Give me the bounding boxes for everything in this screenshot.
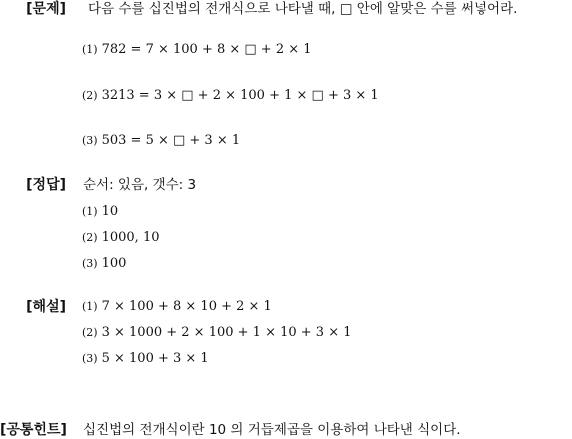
answer-item-1 (82, 203, 118, 221)
hint-text: 십진법의 전개식이란 10 의 거듭제곱을 이용하여 나타낸 식이다. (83, 422, 461, 438)
problem-instruction: 다음 수를 십진법의 전개식으로 나타낼 때, □ 안에 알맞은 수를 써넣어라. (88, 1, 518, 17)
problem-item-2 (82, 87, 379, 105)
problem-item-1 (82, 41, 312, 59)
solution-item-2 (82, 324, 352, 342)
answer-meta: 순서: 있음, 갯수: 3 (83, 177, 197, 193)
solution-item-number: (2) (82, 326, 98, 339)
solution-item-expression: 7 × 100 + 8 × 10 + 2 × 1 (101, 299, 272, 314)
problem-item-expression: 3213 = 3 × □ + 2 × 100 + 1 × □ + 3 × 1 (101, 88, 379, 103)
answer-label: [정답] (26, 177, 66, 193)
solution-item-3 (82, 350, 209, 368)
problem-item-number: (2) (82, 89, 98, 102)
hint-label: [공통힌트] (0, 422, 67, 438)
answer-item-value: 10 (101, 204, 119, 219)
solution-item-expression: 5 × 100 + 3 × 1 (101, 351, 209, 366)
problem-item-number: (3) (82, 134, 98, 147)
solution-item-1 (82, 298, 272, 316)
solution-item-number: (3) (82, 352, 98, 365)
problem-item-3 (82, 132, 240, 150)
problem-item-number: (1) (82, 43, 98, 56)
solution-item-expression: 3 × 1000 + 2 × 100 + 1 × 10 + 3 × 1 (101, 325, 352, 340)
solution-label: [해설] (26, 299, 66, 315)
solution-item-number: (1) (82, 300, 98, 313)
answer-item-number: (1) (82, 205, 98, 218)
answer-item-number: (2) (82, 231, 98, 244)
answer-item-3 (82, 255, 126, 273)
problem-item-expression: 503 = 5 × □ + 3 × 1 (101, 133, 241, 148)
answer-item-value: 100 (101, 256, 127, 271)
answer-item-value: 1000, 10 (101, 230, 160, 245)
answer-item-number: (3) (82, 257, 98, 270)
problem-item-expression: 782 = 7 × 100 + 8 × □ + 2 × 1 (101, 42, 312, 57)
answer-item-2 (82, 229, 159, 247)
problem-label: [문제] (26, 1, 66, 17)
